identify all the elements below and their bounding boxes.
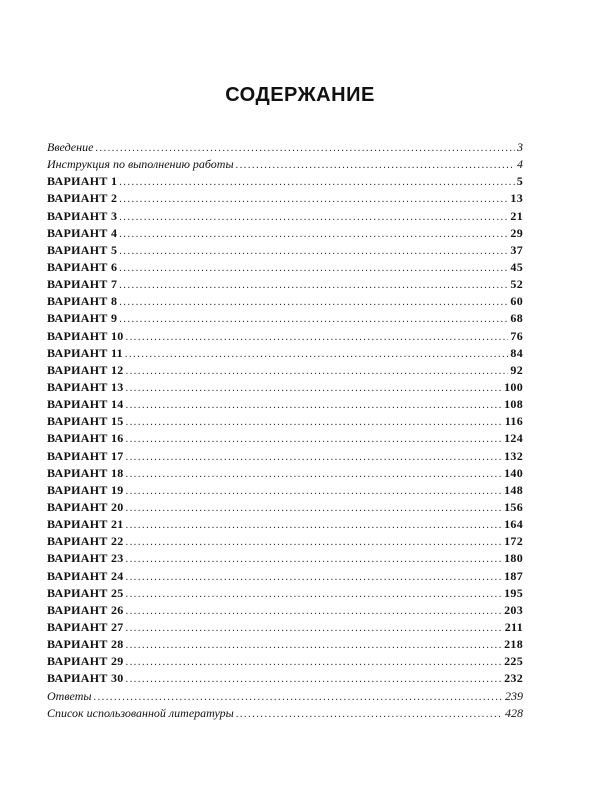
toc-entry-label: Инструкция по выполнению работы xyxy=(47,157,234,172)
toc-entry xyxy=(47,156,523,173)
toc-entry-page-number: 5 xyxy=(516,174,523,189)
toc-entry-label: ВАРИАНТ 19 xyxy=(47,482,124,497)
toc-entry-page-number: 52 xyxy=(510,277,523,292)
toc-entry-page-number: 76 xyxy=(510,328,523,343)
dot-leader xyxy=(126,671,503,688)
toc-entry-page-number: 60 xyxy=(510,294,523,309)
toc-entry-page-number: 13 xyxy=(510,191,523,206)
toc-entry-page-number: 100 xyxy=(504,379,523,394)
dot-leader xyxy=(119,226,508,243)
toc-entry-page-number: 172 xyxy=(504,534,523,549)
toc-entry xyxy=(47,413,523,430)
toc-entry-page-number: 148 xyxy=(504,482,523,497)
toc-entry xyxy=(47,362,523,379)
toc-entry-label: ВАРИАНТ 5 xyxy=(47,242,118,257)
dot-leader xyxy=(126,431,503,448)
dot-leader xyxy=(126,603,503,620)
toc-entry-label: ВАРИАНТ 23 xyxy=(47,551,124,566)
toc-entry-label: ВАРИАНТ 27 xyxy=(47,619,124,634)
toc-entry xyxy=(47,516,523,533)
toc-entry-label: Список использованной литературы xyxy=(47,705,234,720)
toc-entry xyxy=(47,533,523,550)
toc-entry-page-number: 187 xyxy=(504,568,523,583)
toc-entry-page-number: 156 xyxy=(504,499,523,514)
toc-entry-page-number: 84 xyxy=(510,345,523,360)
toc-entry-label: ВАРИАНТ 30 xyxy=(47,671,124,686)
toc-entry-label: ВАРИАНТ 8 xyxy=(47,294,118,309)
dot-leader xyxy=(126,569,503,586)
toc-entry xyxy=(47,190,523,207)
toc-entry-label: ВАРИАНТ 25 xyxy=(47,585,124,600)
dot-leader xyxy=(119,294,508,311)
dot-leader xyxy=(119,260,508,277)
toc-entry xyxy=(47,328,523,345)
dot-leader xyxy=(126,620,503,637)
toc-entry xyxy=(47,225,523,242)
toc-entry-page-number: 428 xyxy=(505,705,523,720)
dot-leader xyxy=(126,637,503,654)
toc-entry-page-number: 116 xyxy=(504,414,523,429)
toc-entry-page-number: 68 xyxy=(510,311,523,326)
toc-entry-label: ВАРИАНТ 7 xyxy=(47,277,118,292)
toc-entry xyxy=(47,310,523,327)
toc-entry xyxy=(47,276,523,293)
toc-entry-label: ВАРИАНТ 15 xyxy=(47,414,124,429)
toc-entry xyxy=(47,396,523,413)
toc-entry-page-number: 211 xyxy=(504,619,523,634)
toc-entry-page-number: 92 xyxy=(510,362,523,377)
toc-entry-label: ВАРИАНТ 12 xyxy=(47,362,124,377)
toc-entry-label: ВАРИАНТ 1 xyxy=(47,174,118,189)
toc-entry-page-number: 225 xyxy=(504,654,523,669)
toc-entry-label: ВАРИАНТ 9 xyxy=(47,311,118,326)
toc-entry xyxy=(47,379,523,396)
toc-entry-label: ВАРИАНТ 3 xyxy=(47,208,118,223)
dot-leader xyxy=(94,689,503,706)
table-of-contents xyxy=(47,139,523,722)
toc-entry-page-number: 140 xyxy=(504,465,523,480)
toc-entry xyxy=(47,345,523,362)
dot-leader xyxy=(126,380,503,397)
dot-leader xyxy=(126,500,503,517)
dot-leader xyxy=(236,157,515,174)
toc-entry-label: ВАРИАНТ 6 xyxy=(47,259,118,274)
dot-leader xyxy=(119,277,508,294)
toc-entry xyxy=(47,465,523,482)
toc-entry-page-number: 180 xyxy=(504,551,523,566)
toc-entry-page-number: 203 xyxy=(504,602,523,617)
dot-leader xyxy=(236,706,503,723)
toc-entry-label: ВАРИАНТ 14 xyxy=(47,397,124,412)
toc-entry xyxy=(47,619,523,636)
toc-entry-page-number: 132 xyxy=(504,448,523,463)
toc-entry xyxy=(47,705,523,722)
dot-leader xyxy=(126,483,503,500)
dot-leader xyxy=(126,654,503,671)
dot-leader xyxy=(126,517,503,534)
toc-entry xyxy=(47,550,523,567)
dot-leader xyxy=(126,363,509,380)
toc-entry-page-number: 108 xyxy=(504,397,523,412)
toc-entry-page-number: 21 xyxy=(510,208,523,223)
toc-entry xyxy=(47,688,523,705)
toc-entry xyxy=(47,568,523,585)
toc-entry-label: ВАРИАНТ 28 xyxy=(47,637,124,652)
toc-entry-page-number: 124 xyxy=(504,431,523,446)
dot-leader xyxy=(119,174,514,191)
toc-entry-label: ВАРИАНТ 29 xyxy=(47,654,124,669)
dot-leader xyxy=(119,191,508,208)
toc-entry-page-number: 29 xyxy=(510,225,523,240)
toc-entry xyxy=(47,259,523,276)
toc-entry-page-number: 4 xyxy=(517,157,523,172)
toc-entry xyxy=(47,448,523,465)
toc-entry-label: ВАРИАНТ 21 xyxy=(47,517,124,532)
toc-entry-label: ВАРИАНТ 18 xyxy=(47,465,124,480)
dot-leader xyxy=(119,311,508,328)
toc-entry-label: ВАРИАНТ 16 xyxy=(47,431,124,446)
dot-leader xyxy=(126,397,503,414)
dot-leader xyxy=(119,209,508,226)
toc-entry-label: ВАРИАНТ 20 xyxy=(47,499,124,514)
dot-leader xyxy=(95,140,515,157)
toc-entry xyxy=(47,139,523,156)
toc-entry xyxy=(47,242,523,259)
toc-entry xyxy=(47,585,523,602)
toc-entry-label: ВАРИАНТ 11 xyxy=(47,345,123,360)
dot-leader xyxy=(126,329,509,346)
toc-entry-page-number: 164 xyxy=(504,517,523,532)
toc-entry xyxy=(47,670,523,687)
dot-leader xyxy=(126,466,503,483)
toc-entry xyxy=(47,173,523,190)
dot-leader xyxy=(126,449,503,466)
dot-leader xyxy=(126,586,503,603)
toc-entry xyxy=(47,499,523,516)
toc-entry-label: Введение xyxy=(47,140,94,154)
toc-entry-label: ВАРИАНТ 13 xyxy=(47,379,124,394)
toc-entry-page-number: 45 xyxy=(510,259,523,274)
toc-entry-label: ВАРИАНТ 24 xyxy=(47,568,124,583)
toc-entry-label: ВАРИАНТ 10 xyxy=(47,328,124,343)
toc-entry-label: Ответы xyxy=(47,688,92,703)
toc-entry-label: ВАРИАНТ 26 xyxy=(47,602,124,617)
toc-entry xyxy=(47,430,523,447)
dot-leader xyxy=(126,551,503,568)
toc-entry-page-number: 239 xyxy=(505,688,523,703)
toc-entry xyxy=(47,653,523,670)
dot-leader xyxy=(119,243,508,260)
toc-entry xyxy=(47,293,523,310)
toc-entry-label: ВАРИАНТ 22 xyxy=(47,534,124,549)
toc-entry xyxy=(47,208,523,225)
toc-entry-label: ВАРИАНТ 2 xyxy=(47,191,118,206)
dot-leader xyxy=(126,414,503,431)
toc-entry-page-number: 37 xyxy=(510,242,523,257)
toc-entry-page-number: 3 xyxy=(517,140,523,154)
dot-leader xyxy=(126,534,503,551)
toc-entry-page-number: 195 xyxy=(504,585,523,600)
toc-entry xyxy=(47,482,523,499)
toc-entry-page-number: 218 xyxy=(504,637,523,652)
toc-entry xyxy=(47,636,523,653)
toc-entry xyxy=(47,602,523,619)
toc-entry-label: ВАРИАНТ 17 xyxy=(47,448,124,463)
dot-leader xyxy=(125,346,508,363)
toc-entry-page-number: 232 xyxy=(504,671,523,686)
toc-entry-label: ВАРИАНТ 4 xyxy=(47,225,118,240)
page-title: СОДЕРЖАНИЕ xyxy=(225,84,375,106)
